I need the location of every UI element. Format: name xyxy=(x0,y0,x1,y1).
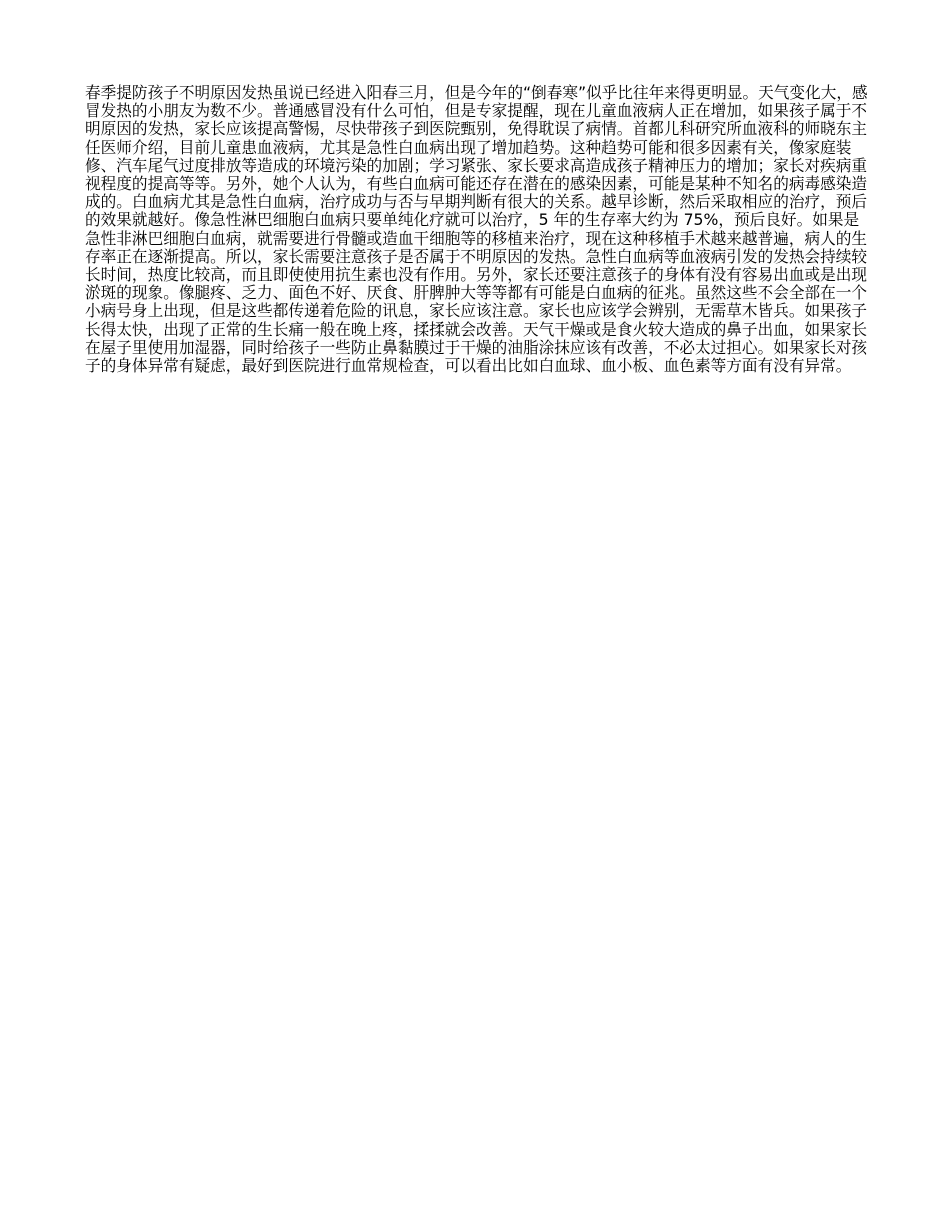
article-title: 春季提防孩子不明原因发热 xyxy=(85,83,273,102)
article-body: 虽说已经进入阳春三月，但是今年的“倒春寒”似乎比往年来得更明显。天气变化大，感冒发热的小朋友为数不少。普通感冒没有什么可怕，但是专家提醒，现在儿童血液病人正在增加，如果孩子属于不明原因的发热，家长应该提高警惕，尽快带孩子到医院甄别，免得耽误了病情。首都儿科研究所血液科的师晓东主任医师介绍，目前儿童患血液病，尤其是急性白血病出现了增加趋势。这种趋势可能和很多因素有关，像家庭装修、汽车尾气过度排放等造成的环境污染的加剧；学习紧张、家长要求高造成孩子精神压力的增加；家长对疾病重视程度的提高等等。另外，她个人认为，有些白血病可能还存在潜在的感染因素，可能是某种不知名的病毒感染造成的。白血病尤其是急性白血病，治疗成功与否与早期判断有很大的关系。越早诊断，然后采取相应的治疗，预后的效果就越好。像急性淋巴细胞白血病只要单纯化疗就可以治疗，5 年的生存率大约为 75%，预后良好。如果是急性非淋巴细胞白血病，就需要进行骨髓或造血干细胞等的移植来治疗，现在这种移植手术越来越普遍，病人的生存率正在逐渐提高。所以，家长需要注意孩子是否属于不明原因的发热。急性白血病等血液病引发的发热会持续较长时间，热度比较高，而且即使使用抗生素也没有作用。另外，家长还要注意孩子的身体有没有容易出血或是出现淤斑的现象。像腿疼、乏力、面色不好、厌食、肝脾肿大等等都有可能是白血病的征兆。虽然这些不会全部在一个小病号身上出现，但是这些都传递着危险的讯息，家长应该注意。家长也应该学会辨别，无需草木皆兵。如果孩子长得太快，出现了正常的生长痛一般在晚上疼，揉揉就会改善。天气干燥或是食火较大造成的鼻子出血，如果家长在屋子里使用加湿器，同时给孩子一些防止鼻黏膜过于干燥的油脂涂抹应该有改善，不必太过担心。如果家长对孩子的身体异常有疑虑，最好到医院进行血常规检查，可以看出比如白血球、血小板、血色素等方面有没有异常。 xyxy=(85,83,868,376)
article-paragraph xyxy=(85,84,869,375)
